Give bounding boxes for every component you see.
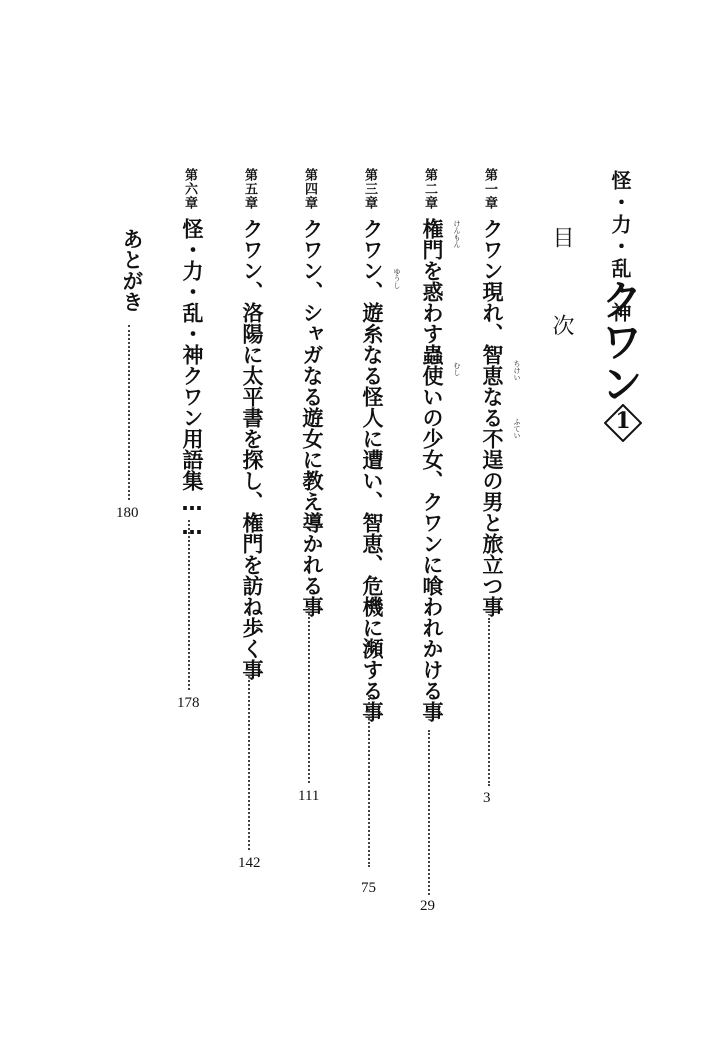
toc-heading: 目 次 [549, 226, 574, 358]
ruby-yuushi: ゆうし [393, 268, 401, 289]
book-title: クワン [595, 278, 644, 404]
leader-dots-afterword [128, 325, 130, 500]
ruby-mushi: むし [453, 362, 461, 376]
page-number-1: 3 [483, 790, 491, 806]
chapter-title-5[interactable]: クワン、洛陽に太平書を探し、権門を訪ね歩く事 [240, 218, 264, 680]
page-number-afterword: 180 [116, 505, 139, 521]
chapter-title-4[interactable]: クワン、シャガなる遊女に教え導かれる事 [300, 218, 324, 617]
leader-dots-1 [488, 618, 490, 786]
chapter-label-2: 第二章 [422, 168, 437, 210]
chapter-label-3: 第三章 [362, 168, 377, 210]
page-number-6: 178 [177, 695, 200, 711]
page-number-2: 29 [420, 898, 435, 914]
chapter-title-3[interactable]: クワン、遊糸なる怪人に遭い、智恵、危機に瀕する事 [360, 218, 384, 722]
ruby-chikei: ちけい [513, 360, 521, 381]
page-number-5: 142 [238, 855, 261, 871]
leader-dots-6 [188, 520, 190, 690]
leader-dots-3 [368, 695, 370, 867]
volume-badge [604, 404, 642, 442]
afterword-title[interactable]: あとがき [120, 228, 144, 312]
ruby-kenmon: けんもん [453, 220, 461, 248]
leader-dots-5 [248, 675, 250, 850]
chapter-title-2[interactable]: 権門を惑わす蟲使いの少女、クワンに喰われかける事 [420, 218, 444, 722]
chapter-label-6: 第六章 [182, 168, 197, 210]
series-title: 怪・力・乱・神 [608, 170, 632, 324]
chapter-label-1: 第一章 [482, 168, 497, 210]
page-number-4: 111 [298, 788, 320, 804]
page-number-3: 75 [361, 880, 376, 896]
volume-number: 1 [615, 408, 631, 434]
chapter-title-6[interactable]: 怪・力・乱・神クワン用語集…… [180, 218, 204, 539]
chapter-label-4: 第四章 [302, 168, 317, 210]
chapter-label-5: 第五章 [242, 168, 257, 210]
ruby-futei: ふてい [513, 418, 521, 439]
leader-dots-2 [428, 730, 430, 895]
chapter-title-1[interactable]: クワン現れ、智恵なる不逞の男と旅立つ事 [480, 218, 504, 617]
leader-dots-4 [308, 608, 310, 783]
